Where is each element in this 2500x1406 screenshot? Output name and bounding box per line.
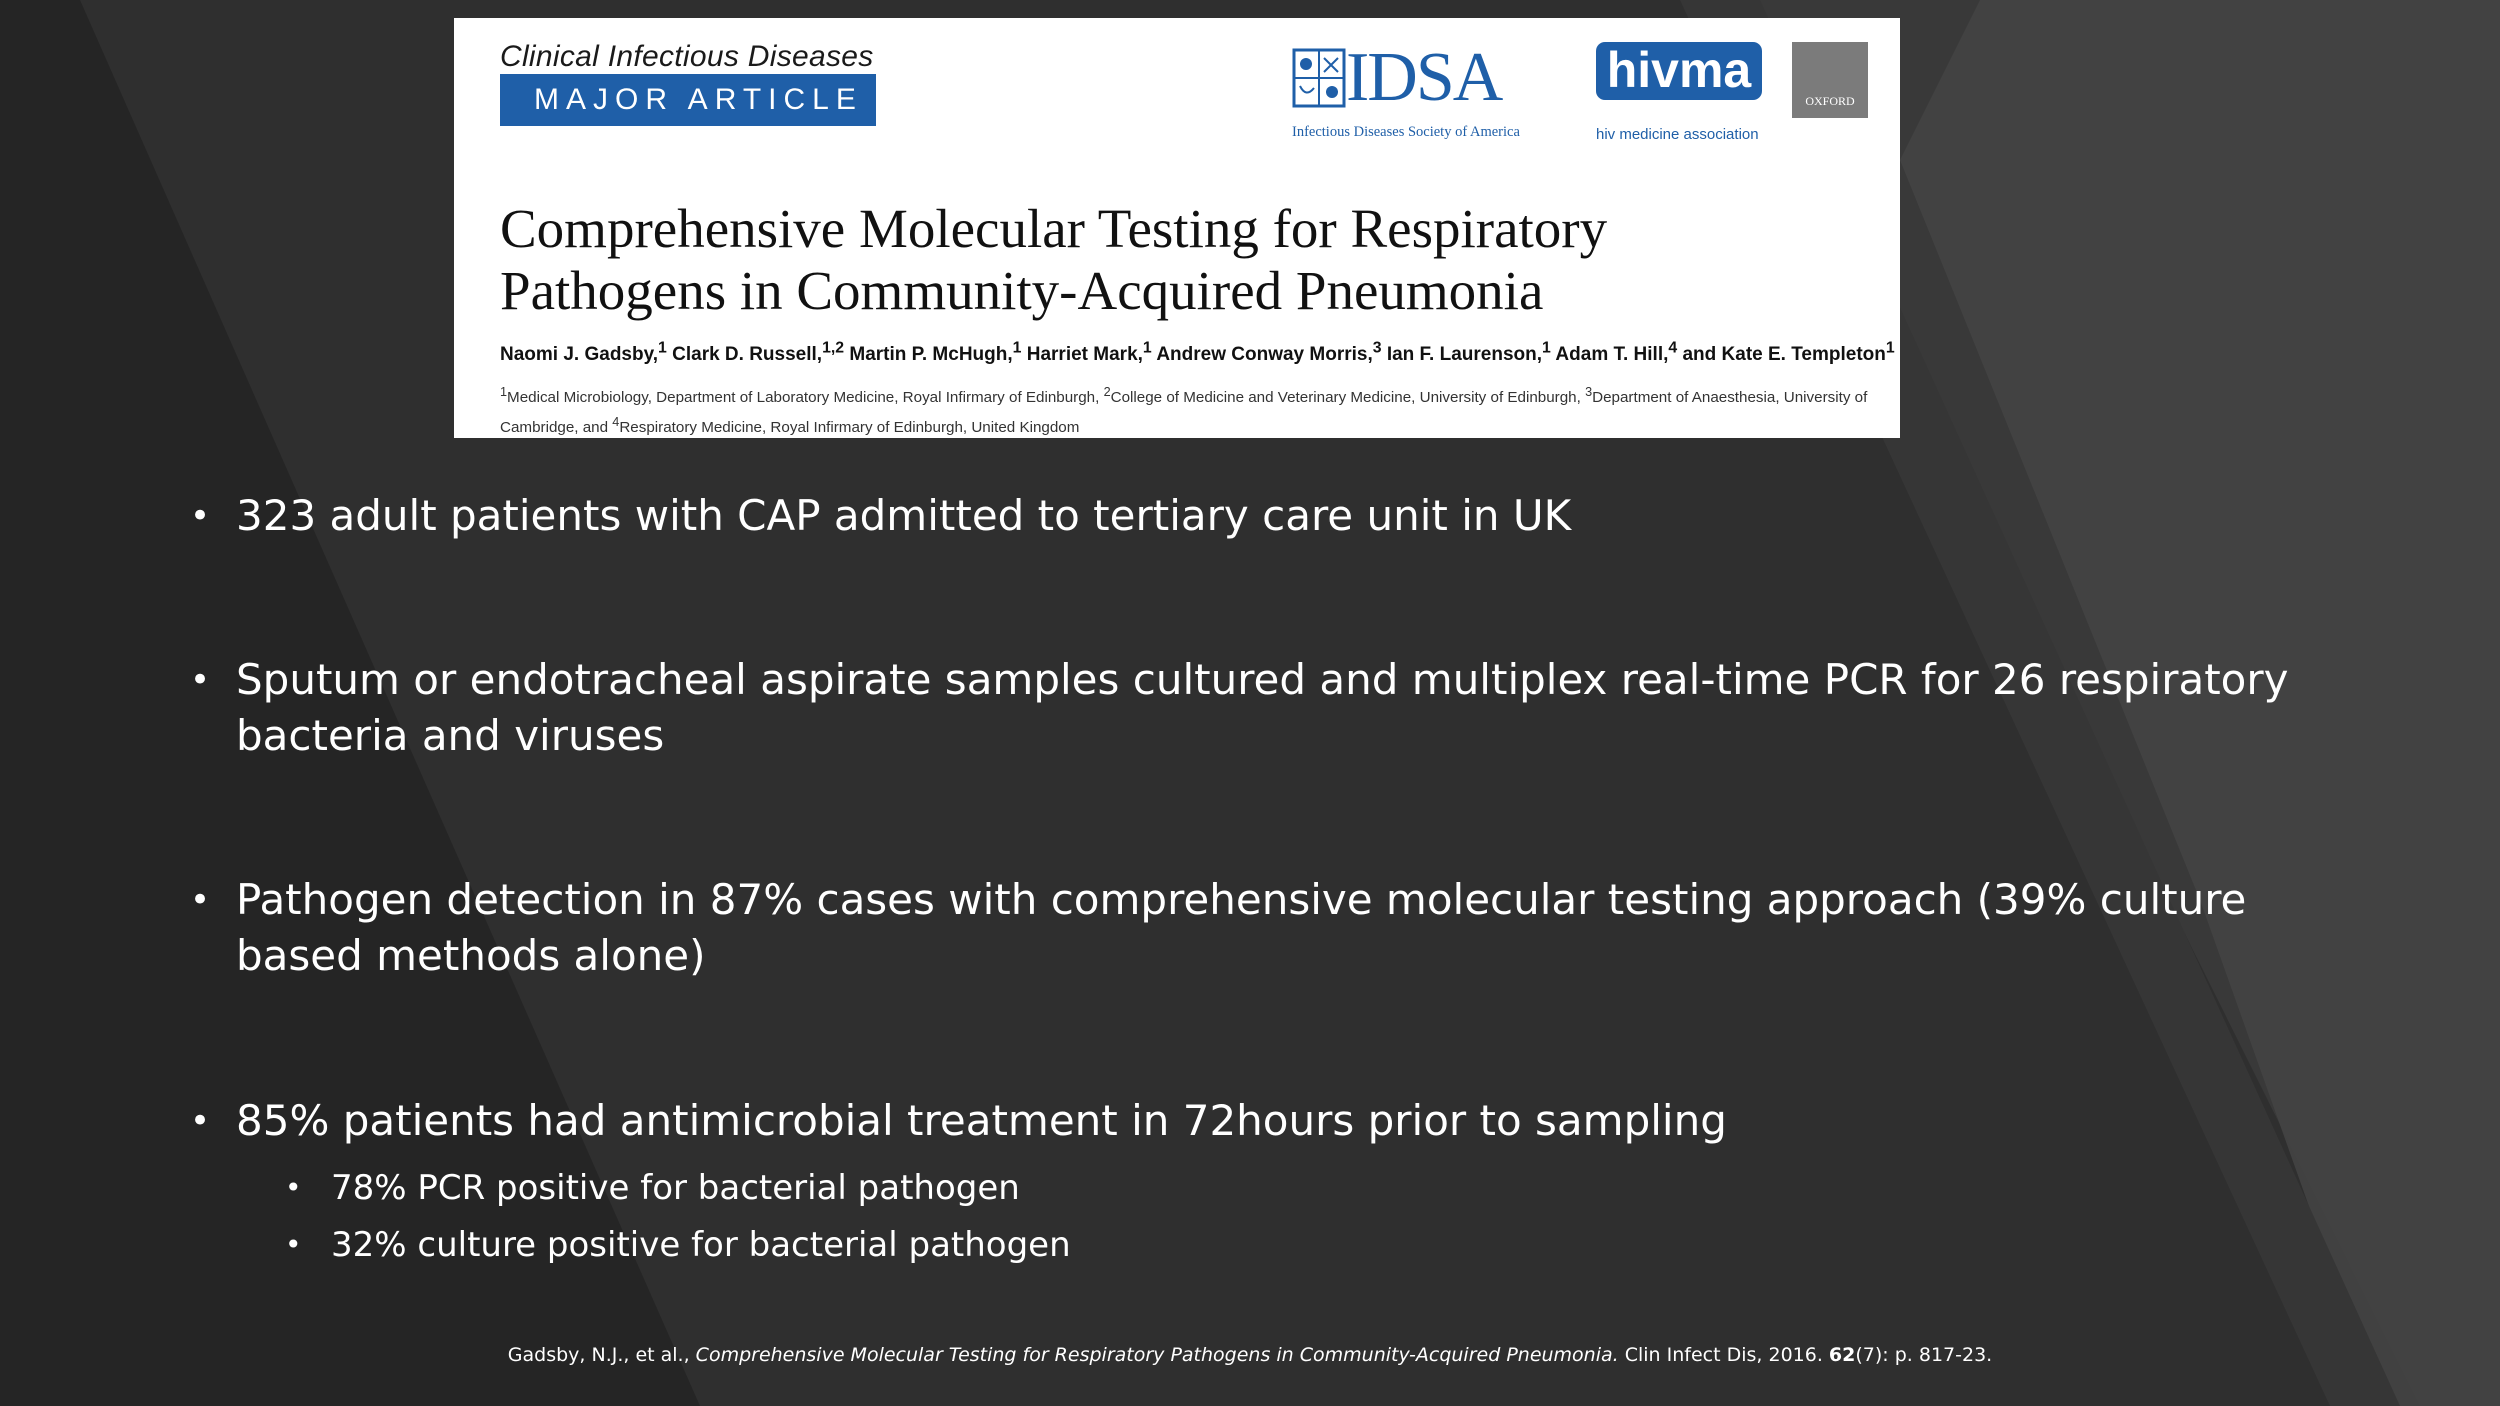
- author: Martin P. McHugh,$^1$: [849, 340, 1022, 366]
- journal-name: Clinical Infectious Diseases: [500, 40, 874, 73]
- sub-bullet-text: 78% PCR positive for bacterial pathogen: [331, 1168, 1020, 1208]
- bullet-text: 85% patients had antimicrobial treatment in 72hours prior to sampling: [236, 1096, 1727, 1145]
- bullet-dot: •: [285, 1171, 302, 1204]
- bullet-dot: •: [190, 496, 211, 536]
- bullet-dot: •: [190, 660, 211, 700]
- bullet-dot: •: [190, 1101, 211, 1141]
- bullet-text: Sputum or endotracheal aspirate samples cultured and multiplex real-time PCR for 26 respiratory bacteria and viruses: [236, 655, 2289, 760]
- author: Harriet Mark,$^1$: [1026, 340, 1152, 366]
- bullet-dot: •: [285, 1228, 302, 1261]
- bullet-text: Pathogen detection in 87% cases with comprehensive molecular testing approach (39% culture based methods alone): [236, 875, 2247, 980]
- idsa-logo-text: IDSA: [1346, 39, 1502, 116]
- author: Adam T. Hill,$^4$: [1555, 340, 1678, 366]
- author: Clark D. Russell,$^{1,2}$: [672, 340, 845, 366]
- author: Ian F. Laurenson,$^1$: [1386, 340, 1551, 366]
- sub-bullet-text: 32% culture positive for bacterial pathogen: [331, 1225, 1071, 1265]
- idsa-logo-subtitle: Infectious Diseases Society of America: [1292, 124, 1520, 140]
- article-title-line-2: Pathogens in Community-Acquired Pneumonia: [500, 260, 1544, 321]
- author: and Kate E. Templeton$^1$: [1682, 340, 1895, 366]
- hivma-logo-subtitle: hiv medicine association: [1596, 126, 1759, 143]
- oxford-logo: OXFORD: [1792, 42, 1868, 118]
- hivma-logo-text: hivma: [1596, 42, 1762, 100]
- bullet-dot: •: [190, 880, 211, 920]
- article-type-banner: MAJOR ARTICLE: [500, 74, 876, 126]
- bullet-text: 323 adult patients with CAP admitted to tertiary care unit in UK: [236, 491, 1572, 540]
- author: Andrew Conway Morris,$^3$: [1156, 340, 1382, 366]
- affiliations: $^1$Medical Microbiology, Department of Laboratory Medicine, Royal Infirmary of Edinburgh, $^2$College of Medicine and Veterinary Medicine, University of Edinburgh, $^3$Department of Anaesthesia, University of Cambridge, and $^4$Respiratory Medicine, Royal Infirmary of Edinburgh, United Kingdom: [500, 385, 1868, 437]
- article-title-line-1: Comprehensive Molecular Testing for Respiratory: [500, 198, 1608, 259]
- author: Naomi J. Gadsby,$^1$: [500, 340, 667, 366]
- citation-footer: Gadsby, N.J., et al., Comprehensive Molecular Testing for Respiratory Pathogens in Community-Acquired Pneumonia. Clin Infect Dis, 2016. 62(7): p. 817-23.: [507, 1344, 1993, 1366]
